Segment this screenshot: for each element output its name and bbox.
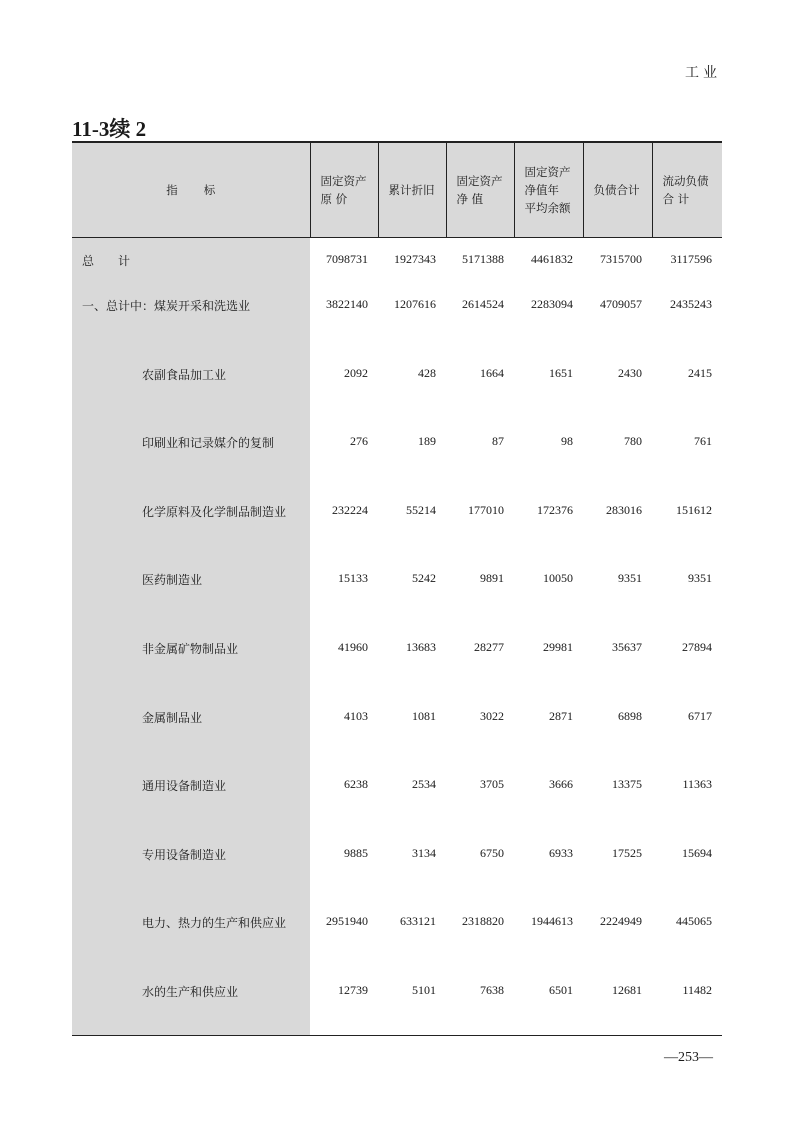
statistics-table (72, 141, 722, 1036)
value-cell: 4709057 (600, 297, 642, 311)
value-cell: 2283094 (531, 297, 573, 311)
column-header: 固定资产 净值年 平均余额 (514, 142, 583, 237)
table-row (72, 761, 722, 830)
value-cell: 189 (418, 434, 436, 449)
value-cell: 3117596 (670, 251, 712, 266)
value-cell: 7638 (446, 967, 514, 1036)
value-cell: 13683 (406, 639, 436, 654)
row-label: 专用设备制造业 (72, 830, 310, 899)
value-cell: 445065 (676, 914, 712, 929)
value-cell: 98 (561, 434, 573, 449)
value-cell: 41960 (338, 639, 368, 654)
table-row (72, 624, 722, 693)
value-cell: 9885 (344, 845, 368, 860)
column-header: 固定资产 原 价 (310, 142, 378, 237)
value-cell: 276 (350, 434, 368, 449)
value-cell: 12739 (310, 967, 378, 1036)
value-cell: 27894 (682, 639, 712, 654)
value-cell: 283016 (606, 502, 642, 517)
column-header: 负债合计 (583, 142, 652, 237)
table-title: 11-3续 2 (72, 117, 147, 141)
row-label: 电力、热力的生产和供应业 (72, 898, 310, 967)
value-cell: 6750 (480, 845, 504, 860)
value-cell: 11482 (652, 967, 722, 1036)
value-cell: 2415 (688, 365, 712, 380)
value-cell: 2092 (344, 365, 368, 380)
value-cell: 6717 (688, 708, 712, 723)
table-row (72, 418, 722, 487)
row-label: 通用设备制造业 (72, 761, 310, 830)
row-label: 一、总计中：煤炭开采和洗选业 (72, 281, 310, 350)
column-header: 累计折旧 (378, 142, 446, 237)
value-cell: 6933 (549, 845, 573, 860)
value-cell: 2534 (412, 777, 436, 792)
value-cell: 15133 (338, 571, 368, 586)
value-cell: 1944613 (531, 914, 573, 929)
value-cell: 761 (694, 434, 712, 449)
row-label: 农副食品加工业 (72, 350, 310, 419)
value-cell: 3705 (480, 777, 504, 792)
value-cell: 2614524 (462, 297, 504, 311)
table-row (72, 898, 722, 967)
value-cell: 10050 (543, 571, 573, 586)
value-cell: 6898 (618, 708, 642, 723)
column-header: 流动负债 合 计 (652, 142, 722, 237)
value-cell: 3822140 (326, 297, 368, 311)
value-cell: 780 (624, 434, 642, 449)
value-cell: 2951940 (326, 914, 368, 929)
value-cell: 7315700 (600, 251, 642, 266)
value-cell: 3022 (480, 708, 504, 723)
row-label: 医药制造业 (72, 555, 310, 624)
table-row (72, 967, 722, 1036)
value-cell: 35637 (612, 639, 642, 654)
value-cell: 2430 (618, 365, 642, 380)
value-cell: 17525 (612, 845, 642, 860)
value-cell: 4461832 (531, 251, 573, 266)
value-cell: 9351 (688, 571, 712, 586)
column-header: 固定资产 净 值 (446, 142, 514, 237)
value-cell: 29981 (543, 639, 573, 654)
value-cell: 11363 (682, 777, 712, 792)
table-header-row (72, 142, 722, 237)
value-cell: 1081 (412, 708, 436, 723)
value-cell: 87 (492, 434, 504, 449)
value-cell: 55214 (406, 502, 436, 517)
value-cell: 4103 (344, 708, 368, 723)
value-cell: 7098731 (326, 251, 368, 266)
value-cell: 2435243 (670, 297, 712, 311)
row-label: 金属制品业 (72, 693, 310, 762)
value-cell: 633121 (400, 914, 436, 929)
value-cell: 1651 (549, 365, 573, 380)
column-header-indicator: 指标 (72, 142, 310, 237)
table-row (72, 237, 722, 281)
row-label: 印刷业和记录媒介的复制 (72, 418, 310, 487)
running-head: 工业 (685, 65, 721, 81)
value-cell: 1927343 (394, 251, 436, 266)
table-row (72, 555, 722, 624)
value-cell: 2224949 (600, 914, 642, 929)
value-cell: 13375 (612, 777, 642, 792)
value-cell: 5171388 (462, 251, 504, 266)
value-cell: 232224 (332, 502, 368, 517)
value-cell: 172376 (537, 502, 573, 517)
value-cell: 1664 (480, 365, 504, 380)
value-cell: 9891 (480, 571, 504, 586)
value-cell: 9351 (618, 571, 642, 586)
value-cell: 5101 (378, 967, 446, 1036)
row-label: 总 计 (72, 237, 310, 281)
value-cell: 3666 (549, 777, 573, 792)
value-cell: 28277 (474, 639, 504, 654)
value-cell: 2318820 (462, 914, 504, 929)
value-cell: 1207616 (394, 297, 436, 311)
value-cell: 6238 (344, 777, 368, 792)
row-label: 化学原料及化学制品制造业 (72, 487, 310, 556)
value-cell: 6501 (514, 967, 583, 1036)
value-cell: 2871 (549, 708, 573, 723)
value-cell: 12681 (583, 967, 652, 1036)
value-cell: 5242 (412, 571, 436, 586)
value-cell: 151612 (676, 502, 712, 517)
table-row (72, 693, 722, 762)
table-row (72, 350, 722, 419)
row-label: 水的生产和供应业 (72, 967, 310, 1036)
value-cell: 177010 (468, 502, 504, 517)
page-number: —253— (664, 1050, 713, 1065)
value-cell: 15694 (682, 845, 712, 860)
value-cell: 428 (418, 365, 436, 380)
row-label: 非金属矿物制品业 (72, 624, 310, 693)
table-row (72, 281, 722, 350)
table-row (72, 487, 722, 556)
table-row (72, 830, 722, 899)
value-cell: 3134 (412, 845, 436, 860)
